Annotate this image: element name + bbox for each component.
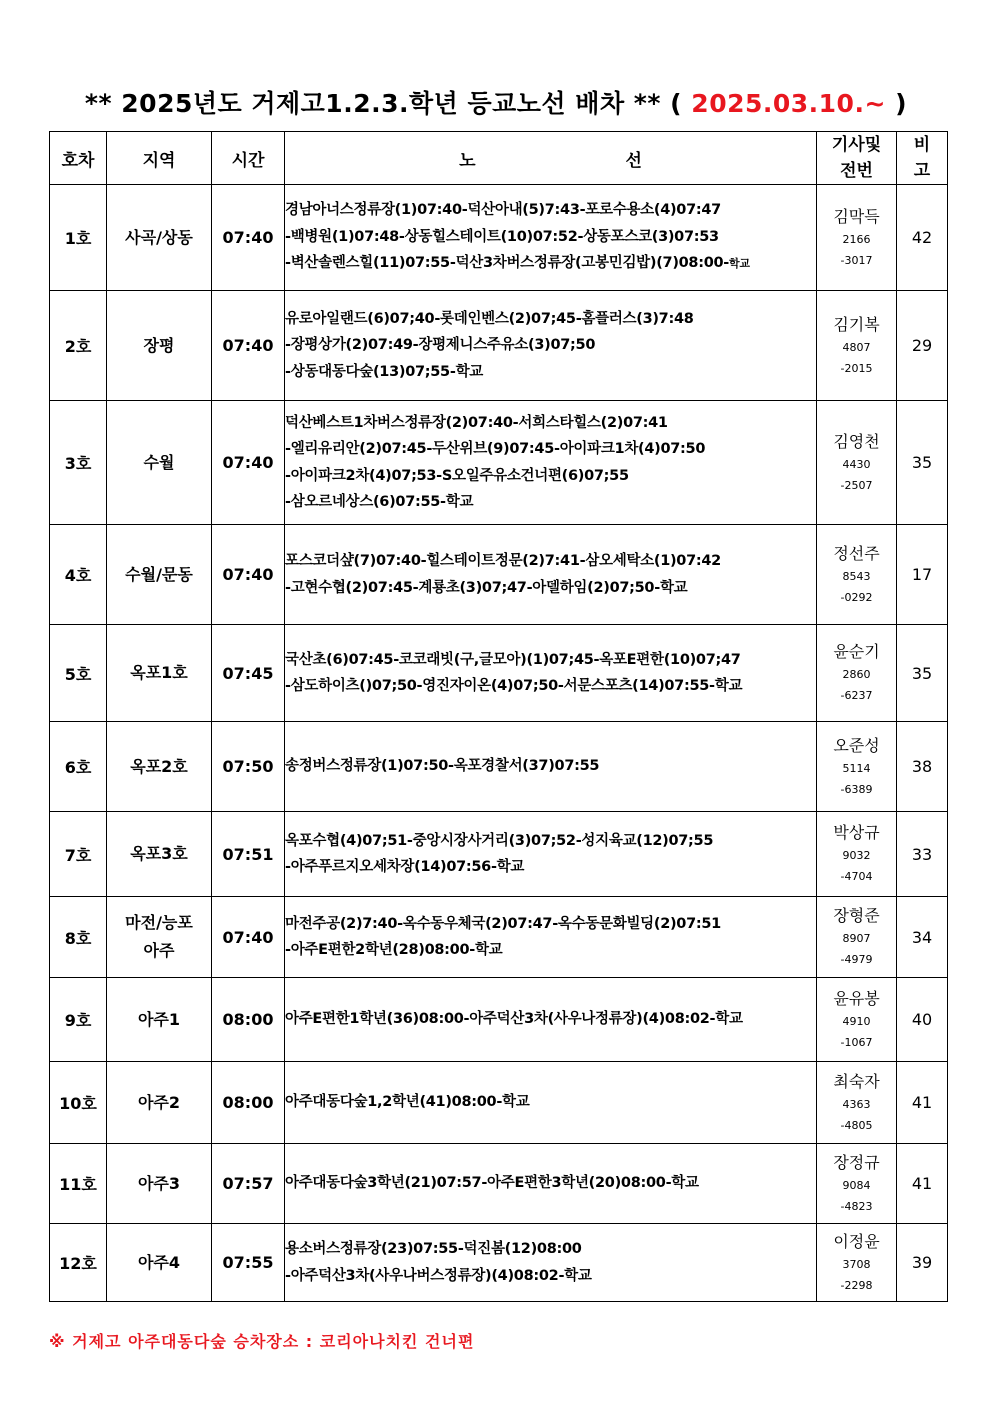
driver-name: 오준성	[833, 735, 880, 755]
area-line: 아주1	[137, 1009, 181, 1029]
route-line	[285, 1263, 816, 1290]
route-cell	[285, 625, 817, 722]
route-line	[285, 854, 816, 881]
driver-phone-2: -2298	[840, 1278, 873, 1292]
bus-number: 2호	[50, 291, 107, 401]
route-segment: -엘리유리안(2)07:45-두산위브(9)07:45-아이파크1차(4)07:50	[285, 441, 706, 457]
route-segment: 포스코더샾(7)07:40-힐스테이트정문(2)7:41-삼오세탁소(1)07:42	[285, 553, 721, 569]
student-count: 42	[897, 185, 948, 291]
route-segment: -벽산솔렌스힐(11)07:55-덕산3차버스정류장(고봉민김밥)(7)08:00-	[285, 255, 730, 272]
route-cell	[285, 1062, 817, 1144]
route-segment: -삼도하이츠()07;50-영진자이온(4)07;50-서문스포츠(14)07:55-학교	[285, 678, 743, 694]
route-segment: -삼오르네상스(6)07:55-학교	[285, 494, 474, 510]
route-line	[285, 359, 816, 386]
table-row	[50, 812, 948, 897]
driver-phone-2: -2507	[840, 478, 873, 492]
route-segment: 국산초(6)07:45-코코래빗(구,글모아)(1)07;45-옥포E편한(10)07;47	[285, 651, 741, 668]
departure-time: 08:00	[212, 1062, 285, 1144]
bus-number: 1호	[50, 185, 107, 291]
student-count: 40	[897, 978, 948, 1062]
student-count: 39	[897, 1224, 948, 1302]
area-line: 옥포2호	[130, 756, 188, 776]
driver-phone-1: 9084	[842, 1178, 871, 1192]
driver-phone-2: -6237	[840, 689, 873, 702]
area-line: 아주3	[137, 1173, 181, 1193]
header-note	[897, 132, 948, 185]
route-segment: 덕산베스트1차버스정류장(2)07:40-서희스타힐스(2)07:41	[285, 414, 668, 431]
driver-cell	[817, 1062, 897, 1144]
driver-phone-2: -4979	[840, 953, 873, 966]
driver-cell	[817, 812, 897, 897]
driver-name: 김기복	[833, 314, 880, 334]
table-row	[50, 185, 948, 291]
table-row	[50, 722, 948, 812]
driver-name: 윤순기	[833, 642, 880, 661]
departure-time: 07:40	[212, 185, 285, 291]
driver-name: 장형준	[833, 906, 880, 925]
driver-cell	[817, 185, 897, 291]
driver-phone-2: -1067	[840, 1035, 873, 1049]
departure-time: 07:57	[212, 1144, 285, 1224]
driver-phone-2: -4805	[840, 1118, 873, 1132]
table-row	[50, 897, 948, 978]
driver-name: 이정윤	[833, 1231, 880, 1251]
area-line: 옥포3호	[130, 844, 188, 863]
area-cell	[107, 897, 212, 978]
departure-time: 07:51	[212, 812, 285, 897]
driver-name: 최숙자	[833, 1071, 880, 1091]
driver-phone-2: -3017	[840, 253, 873, 267]
driver-name: 정선주	[833, 543, 880, 563]
driver-cell	[817, 401, 897, 525]
route-line	[285, 673, 816, 700]
route-segment: 옥포수협(4)07;51-중앙시장사거리(3)07;52-성지육교(12)07;55	[285, 832, 714, 849]
driver-phone-1: 4430	[842, 457, 871, 471]
area-line: 사곡/상동	[125, 227, 193, 247]
page-title	[0, 84, 992, 120]
area-cell	[107, 812, 212, 897]
driver-phone-2: -4704	[840, 870, 873, 883]
route-cell	[285, 722, 817, 812]
driver-phone-2: -2015	[840, 361, 873, 375]
departure-time: 07:55	[212, 1224, 285, 1302]
header-driver	[817, 132, 897, 185]
route-cell	[285, 812, 817, 897]
table-row	[50, 1062, 948, 1144]
driver-phone-1: 2166	[842, 232, 871, 246]
driver-phone-1: 3708	[842, 1257, 871, 1271]
table-row	[50, 401, 948, 525]
departure-time: 07:40	[212, 897, 285, 978]
area-line: 아주2	[137, 1092, 181, 1112]
bus-number: 11호	[50, 1144, 107, 1224]
departure-time: 07:40	[212, 401, 285, 525]
student-count: 38	[897, 722, 948, 812]
route-line	[285, 306, 816, 333]
area-cell	[107, 1062, 212, 1144]
table-row	[50, 525, 948, 625]
driver-name: 장정규	[833, 1152, 880, 1172]
driver-phone-1: 2860	[842, 668, 871, 681]
header-note-1: 비	[913, 135, 931, 155]
header-note-2: 고	[913, 161, 931, 181]
route-segment: -아이파크2차(4)07;53-S오일주유소건너편(6)07;55	[285, 467, 629, 484]
driver-name: 김영천	[833, 431, 880, 451]
driver-cell	[817, 1144, 897, 1224]
departure-time: 07:50	[212, 722, 285, 812]
driver-name: 박상규	[833, 823, 880, 842]
route-line	[285, 1089, 816, 1116]
route-segment: 유로아일랜드(6)07;40-롯데인벤스(2)07;45-홈플러스(3)7:48	[285, 310, 694, 327]
driver-cell	[817, 897, 897, 978]
route-line	[285, 911, 816, 938]
route-line	[285, 489, 816, 516]
driver-cell	[817, 978, 897, 1062]
route-cell	[285, 401, 817, 525]
route-segment: -아주E편한2학년(28)08:00-학교	[285, 942, 503, 958]
student-count: 41	[897, 1144, 948, 1224]
driver-cell	[817, 722, 897, 812]
route-segment: -상동대동다숲(13)07;55-학교	[285, 363, 483, 380]
route-line	[285, 647, 816, 674]
route-line	[285, 224, 816, 251]
departure-time: 08:00	[212, 978, 285, 1062]
table-row	[50, 291, 948, 401]
route-segment: 용소버스정류장(23)07:55-덕진봄(12)08:00	[285, 1241, 582, 1257]
driver-name: 윤유봉	[833, 988, 880, 1008]
header-area: 지역	[107, 132, 212, 185]
driver-phone-1: 4910	[842, 1014, 871, 1028]
driver-cell	[817, 1224, 897, 1302]
driver-phone-2: -4823	[840, 1199, 873, 1213]
area-cell	[107, 978, 212, 1062]
route-line	[285, 250, 816, 278]
route-segment: 아주대동다숲1,2학년(41)08:00-학교	[285, 1094, 530, 1111]
student-count: 34	[897, 897, 948, 978]
area-cell	[107, 1144, 212, 1224]
route-cell	[285, 1144, 817, 1224]
area-line: 아주	[143, 941, 175, 960]
table-header-row	[50, 132, 948, 185]
driver-phone-1: 8907	[842, 932, 871, 945]
route-segment: -아주푸르지오세차장(14)07:56-학교	[285, 859, 525, 875]
route-line	[285, 753, 816, 780]
student-count: 33	[897, 812, 948, 897]
route-segment: -장평상가(2)07:49-장평제니스주유소(3)07;50	[285, 337, 596, 354]
area-line: 장평	[143, 335, 175, 355]
bus-number: 3호	[50, 401, 107, 525]
area-cell	[107, 525, 212, 625]
bus-route-table	[49, 131, 948, 1302]
student-count: 29	[897, 291, 948, 401]
boarding-note: ※ 거제고 아주대동다숲 승차장소 : 코리아나치킨 건너편	[49, 1332, 475, 1351]
driver-phone-1: 4363	[842, 1097, 871, 1111]
bus-number: 12호	[50, 1224, 107, 1302]
route-segment: -아주덕산3차(사우나버스정류장)(4)08:02-학교	[285, 1267, 592, 1284]
route-line	[285, 828, 816, 855]
driver-phone-2: -0292	[840, 590, 873, 604]
driver-phone-1: 5114	[842, 761, 871, 775]
route-cell	[285, 291, 817, 401]
route-line	[285, 410, 816, 437]
route-cell	[285, 1224, 817, 1302]
bus-number: 5호	[50, 625, 107, 722]
bus-number: 9호	[50, 978, 107, 1062]
route-segment: 아주대동다숲3학년(21)07:57-아주E편한3학년(20)08:00-학교	[285, 1175, 699, 1192]
route-cell	[285, 525, 817, 625]
route-segment: -백병원(1)07:48-상동힐스테이트(10)07:52-상동포스코(3)07:53	[285, 228, 719, 245]
bus-number: 8호	[50, 897, 107, 978]
route-line	[285, 1170, 816, 1197]
student-count: 17	[897, 525, 948, 625]
route-line	[285, 1236, 816, 1263]
header-bus: 호차	[50, 132, 107, 185]
title-close: )	[895, 89, 908, 118]
bus-number: 6호	[50, 722, 107, 812]
header-route-1: 노	[459, 150, 476, 171]
route-line	[285, 463, 816, 490]
route-line	[285, 575, 816, 602]
bus-number: 7호	[50, 812, 107, 897]
route-line	[285, 197, 816, 224]
bus-number: 4호	[50, 525, 107, 625]
driver-name: 김막득	[833, 206, 880, 226]
bus-number: 10호	[50, 1062, 107, 1144]
route-cell	[285, 185, 817, 291]
area-cell	[107, 185, 212, 291]
route-line	[285, 1006, 816, 1033]
start-date: 2025.03.10.~	[691, 89, 886, 118]
route-segment: 아주E편한1학년(36)08:00-아주덕산3차(사우나정류장)(4)08:02-학교	[285, 1011, 743, 1028]
area-cell	[107, 291, 212, 401]
student-count: 35	[897, 401, 948, 525]
driver-phone-1: 4807	[842, 340, 871, 354]
header-driver-2: 전번	[840, 161, 873, 181]
route-cell	[285, 978, 817, 1062]
area-line: 아주4	[137, 1252, 181, 1272]
route-segment: 마전주공(2)7:40-옥수동우체국(2)07:47-옥수동문화빌딩(2)07:51	[285, 915, 721, 932]
table-row	[50, 1144, 948, 1224]
driver-phone-2: -6389	[840, 782, 873, 796]
area-line: 수월	[143, 452, 175, 472]
driver-cell	[817, 525, 897, 625]
departure-time: 07:45	[212, 625, 285, 722]
route-line	[285, 332, 816, 359]
header-route-2: 선	[625, 150, 642, 171]
route-segment: 경남아너스정류장(1)07:40-덕산아내(5)7:43-포로수용소(4)07:47	[285, 202, 721, 219]
area-line: 마전/능포	[125, 913, 193, 932]
header-time: 시간	[212, 132, 285, 185]
route-cell	[285, 897, 817, 978]
title-text: ** 2025년도 거제고1.2.3.학년 등교노선 배차 ** (	[84, 89, 683, 118]
route-segment: 송정버스정류장(1)07:50-옥포경찰서(37)07:55	[285, 758, 600, 775]
driver-phone-1: 8543	[842, 569, 871, 583]
header-route	[285, 132, 817, 185]
departure-time: 07:40	[212, 525, 285, 625]
table-row	[50, 1224, 948, 1302]
area-cell	[107, 1224, 212, 1302]
route-line	[285, 548, 816, 575]
route-line	[285, 937, 816, 964]
student-count: 35	[897, 625, 948, 722]
area-line: 옥포1호	[130, 663, 188, 682]
driver-phone-1: 9032	[842, 849, 871, 862]
route-tail: 학교	[729, 257, 750, 271]
table-row	[50, 978, 948, 1062]
area-cell	[107, 722, 212, 812]
table-row	[50, 625, 948, 722]
area-line: 수월/문동	[125, 564, 193, 584]
area-cell	[107, 401, 212, 525]
header-driver-1: 기사및	[831, 135, 882, 155]
route-segment: -고현수협(2)07:45-계룡초(3)07;47-아델하임(2)07;50-학교	[285, 579, 688, 596]
area-cell	[107, 625, 212, 722]
route-line	[285, 436, 816, 463]
driver-cell	[817, 291, 897, 401]
student-count: 41	[897, 1062, 948, 1144]
departure-time: 07:40	[212, 291, 285, 401]
driver-cell	[817, 625, 897, 722]
